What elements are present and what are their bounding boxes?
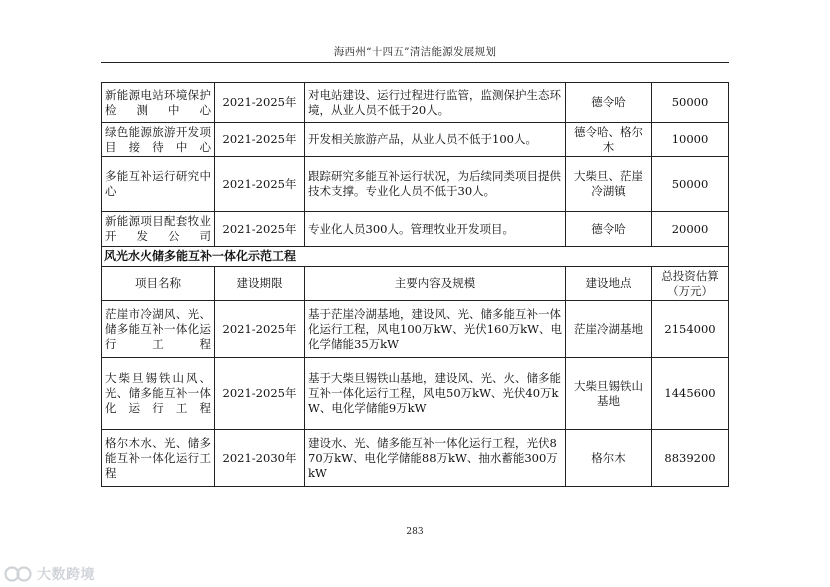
header-investment: 总投资估算（万元）	[652, 267, 729, 301]
project-period: 2021-2025年	[215, 83, 305, 123]
project-period: 2021-2025年	[215, 157, 305, 212]
project-content: 对电站建设、运行过程进行监管，监测保护生态环境，从业人员不低于20人。	[305, 83, 566, 123]
table-row	[102, 83, 729, 123]
table-row	[102, 358, 729, 430]
project-content: 跟踪研究多能互补运行状况，为后续同类项目提供技术支撑。专业化人员不低于30人。	[305, 157, 566, 212]
project-content: 专业化人员300人。管理牧业开发项目。	[305, 212, 566, 247]
section-row	[102, 247, 729, 267]
header-location: 建设地点	[566, 267, 652, 301]
table-row	[102, 212, 729, 247]
project-investment: 50000	[652, 157, 729, 212]
header-row	[102, 267, 729, 301]
project-period: 2021-2025年	[215, 301, 305, 358]
project-location: 大柴旦锡铁山基地	[566, 358, 652, 430]
project-investment: 1445600	[652, 358, 729, 430]
header-rule	[101, 62, 729, 63]
project-investment: 8839200	[652, 430, 729, 487]
project-location: 德令哈	[566, 212, 652, 247]
project-location: 大柴旦、茫崖冷湖镇	[566, 157, 652, 212]
header-content: 主要内容及规模	[305, 267, 566, 301]
project-content: 基于大柴旦锡铁山基地，建设风、光、火、储多能互补一体化运行工程，风电50万kW、光伏40万kW、电化学储能9万kW	[305, 358, 566, 430]
project-content: 建设水、光、储多能互补一体化运行工程，光伏870万kW、电化学储能88万kW、抽水蓄能300万kW	[305, 430, 566, 487]
watermark-text: 大数跨境	[37, 567, 95, 583]
project-location: 德令哈	[566, 83, 652, 123]
project-investment: 2154000	[652, 301, 729, 358]
project-name: 新能源电站环境保护检测中心	[102, 83, 215, 123]
project-name: 格尔木水、光、储多能互补一体化运行工程	[102, 430, 215, 487]
project-location: 茫崖冷湖基地	[566, 301, 652, 358]
table-row	[102, 157, 729, 212]
project-name: 新能源项目配套牧业开发公司	[102, 212, 215, 247]
project-investment: 50000	[652, 83, 729, 123]
header-period: 建设期限	[215, 267, 305, 301]
project-period: 2021-2025年	[215, 212, 305, 247]
table-row	[102, 301, 729, 358]
project-location: 格尔木	[566, 430, 652, 487]
project-name: 多能互补运行研究中心	[102, 157, 215, 212]
watermark	[4, 564, 95, 584]
project-name: 大柴旦锡铁山风、光、储多能互补一体化运行工程	[102, 358, 215, 430]
watermark-logo-icon	[4, 565, 34, 583]
project-period: 2021-2030年	[215, 430, 305, 487]
section-title: 风光水火储多能互补一体化示范工程	[102, 247, 729, 267]
project-content: 基于茫崖冷湖基地，建设风、光、储多能互补一体化运行工程，风电100万kW、光伏160万kW、电化学储能35万kW	[305, 301, 566, 358]
project-investment: 10000	[652, 123, 729, 157]
project-period: 2021-2025年	[215, 358, 305, 430]
header-project-name: 项目名称	[102, 267, 215, 301]
project-name: 绿色能源旅游开发项目接待中心	[102, 123, 215, 157]
project-location: 德令哈、格尔木	[566, 123, 652, 157]
project-name: 茫崖市冷湖风、光、储多能互补一体化运行工程	[102, 301, 215, 358]
project-investment: 20000	[652, 212, 729, 247]
table-row	[102, 123, 729, 157]
table-row	[102, 430, 729, 487]
page-header: 海西州“十四五”清洁能源发展规划	[333, 46, 497, 58]
project-period: 2021-2025年	[215, 123, 305, 157]
page-number: 283	[406, 527, 424, 537]
project-table	[101, 82, 729, 487]
project-content: 开发相关旅游产品，从业人员不低于100人。	[305, 123, 566, 157]
